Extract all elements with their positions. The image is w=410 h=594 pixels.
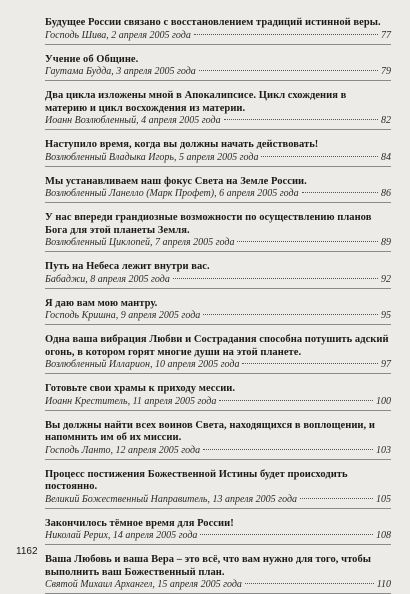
entry-title: Мы устанавливаем наш фокус Света на Земле России. xyxy=(45,175,307,187)
entry-author-row xyxy=(45,274,391,286)
entry-author-row xyxy=(45,30,391,42)
entry-author: Великий Божественный Направитель, 13 апреля 2005 года xyxy=(45,493,298,505)
toc-entry[interactable] xyxy=(45,130,391,167)
entry-title: Одна ваша вибрация Любви и Сострадания способна потушить адский огонь, в котором горят многие души на этой планете. xyxy=(45,334,389,358)
entry-author: Возлюбленный Циклопей, 7 апреля 2005 года xyxy=(45,237,235,248)
entry-title: У нас впереди грандиозные возможности по осуществлению планов Бога для этой планеты Земля. xyxy=(45,212,372,236)
dot-leader xyxy=(203,314,378,315)
entry-author: Николай Рерих, 14 апреля 2005 года xyxy=(45,530,198,541)
table-of-contents xyxy=(45,17,391,594)
toc-entry[interactable] xyxy=(45,45,391,82)
entry-title: Будущее России связано с восстановлением традиций истинной веры. xyxy=(45,17,381,28)
entry-page: 100 xyxy=(376,395,391,407)
entry-page: 95 xyxy=(381,310,391,321)
entry-author-row xyxy=(45,359,391,371)
entry-page: 89 xyxy=(381,237,391,248)
dot-leader xyxy=(245,583,374,584)
entry-page: 86 xyxy=(381,188,391,199)
entry-author: Гаутама Будда, 3 апреля 2005 года xyxy=(45,66,196,77)
entry-page: 92 xyxy=(381,273,391,285)
toc-entry[interactable] xyxy=(45,203,391,252)
toc-entry[interactable] xyxy=(45,17,391,45)
entry-author-row xyxy=(45,445,391,457)
page-number: 1162 xyxy=(16,546,38,557)
entry-title: Я даю вам мою мантру. xyxy=(45,297,158,309)
dot-leader xyxy=(203,449,373,450)
toc-entry[interactable] xyxy=(45,411,391,460)
entry-title: Процесс постижения Божественной Истины будет происходить постоянно. xyxy=(45,468,348,492)
toc-entry[interactable] xyxy=(45,252,391,289)
dot-leader xyxy=(199,70,378,71)
toc-entry[interactable] xyxy=(45,374,391,411)
entry-author-row xyxy=(45,396,391,408)
entry-title: Наступило время, когда вы должны начать действовать! xyxy=(45,139,319,150)
toc-entry[interactable] xyxy=(45,509,391,546)
dot-leader xyxy=(194,34,378,35)
entry-author: Возлюбленный Владыка Игорь, 5 апреля 2005 года xyxy=(45,151,259,163)
entry-author: Господь Ланто, 12 апреля 2005 года xyxy=(45,444,201,456)
entry-page: 105 xyxy=(376,493,391,505)
toc-entry[interactable] xyxy=(45,81,391,130)
entry-title: Закончилось тёмное время для России! xyxy=(45,517,234,529)
entry-author-row xyxy=(45,66,391,78)
dot-leader xyxy=(261,156,378,157)
entry-page: 110 xyxy=(376,579,391,590)
dot-leader xyxy=(219,400,373,401)
dot-leader xyxy=(300,498,373,499)
entry-author-row xyxy=(45,530,391,542)
entry-author-row xyxy=(45,188,391,200)
entry-author-row xyxy=(45,237,391,249)
entry-page: 103 xyxy=(376,444,391,456)
entry-page: 82 xyxy=(381,115,391,126)
entry-author: Бабаджи, 8 апреля 2005 года xyxy=(45,273,170,285)
entry-title: Два цикла изложены мной в Апокалипсисе. Цикл схождения в материю и цикл восхождения из материи. xyxy=(45,90,347,114)
entry-title: Учение об Общине. xyxy=(45,53,139,65)
entry-author: Святой Михаил Архангел, 15 апреля 2005 года xyxy=(45,579,242,590)
dot-leader xyxy=(237,241,378,242)
entry-page: 84 xyxy=(381,151,391,163)
entry-title: Вы должны найти всех воинов Света, находящихся в воплощении, и напомнить им об их миссии. xyxy=(45,419,375,443)
toc-entry[interactable] xyxy=(45,289,391,326)
entry-page: 97 xyxy=(381,359,391,370)
dot-leader xyxy=(224,119,378,120)
entry-author: Возлюбленный Ланелло (Марк Профет), 6 апреля 2005 года xyxy=(45,188,299,199)
dot-leader xyxy=(173,278,378,279)
toc-entry[interactable] xyxy=(45,167,391,204)
dot-leader xyxy=(302,192,378,193)
entry-author-row xyxy=(45,310,391,322)
entry-author: Господь Кришна, 9 апреля 2005 года xyxy=(45,310,201,321)
entry-page: 77 xyxy=(381,29,391,41)
entry-author: Господь Шива, 2 апреля 2005 года xyxy=(45,29,191,41)
entry-title: Путь на Небеса лежит внутри вас. xyxy=(45,261,210,272)
dot-leader xyxy=(242,363,378,364)
entry-author: Иоанн Возлюбленный, 4 апреля 2005 года xyxy=(45,115,221,126)
entry-title: Готовьте свои храмы к приходу мессии. xyxy=(45,383,236,394)
entry-author-row xyxy=(45,579,391,591)
toc-entry[interactable] xyxy=(45,545,391,594)
entry-author: Возлюбленный Илларион, 10 апреля 2005 года xyxy=(45,359,240,370)
entry-author: Иоанн Креститель, 11 апреля 2005 года xyxy=(45,395,217,407)
toc-entry[interactable] xyxy=(45,325,391,374)
entry-page: 108 xyxy=(376,530,391,541)
entry-page: 79 xyxy=(381,66,391,77)
entry-author-row xyxy=(45,152,391,164)
entry-author-row xyxy=(45,494,391,506)
entry-author-row xyxy=(45,115,391,127)
entry-title: Ваша Любовь и ваша Вера – это всё, что вам нужно для того, чтобы выполнить ваш Божественный план. xyxy=(45,554,372,578)
toc-entry[interactable] xyxy=(45,460,391,509)
dot-leader xyxy=(200,534,373,535)
